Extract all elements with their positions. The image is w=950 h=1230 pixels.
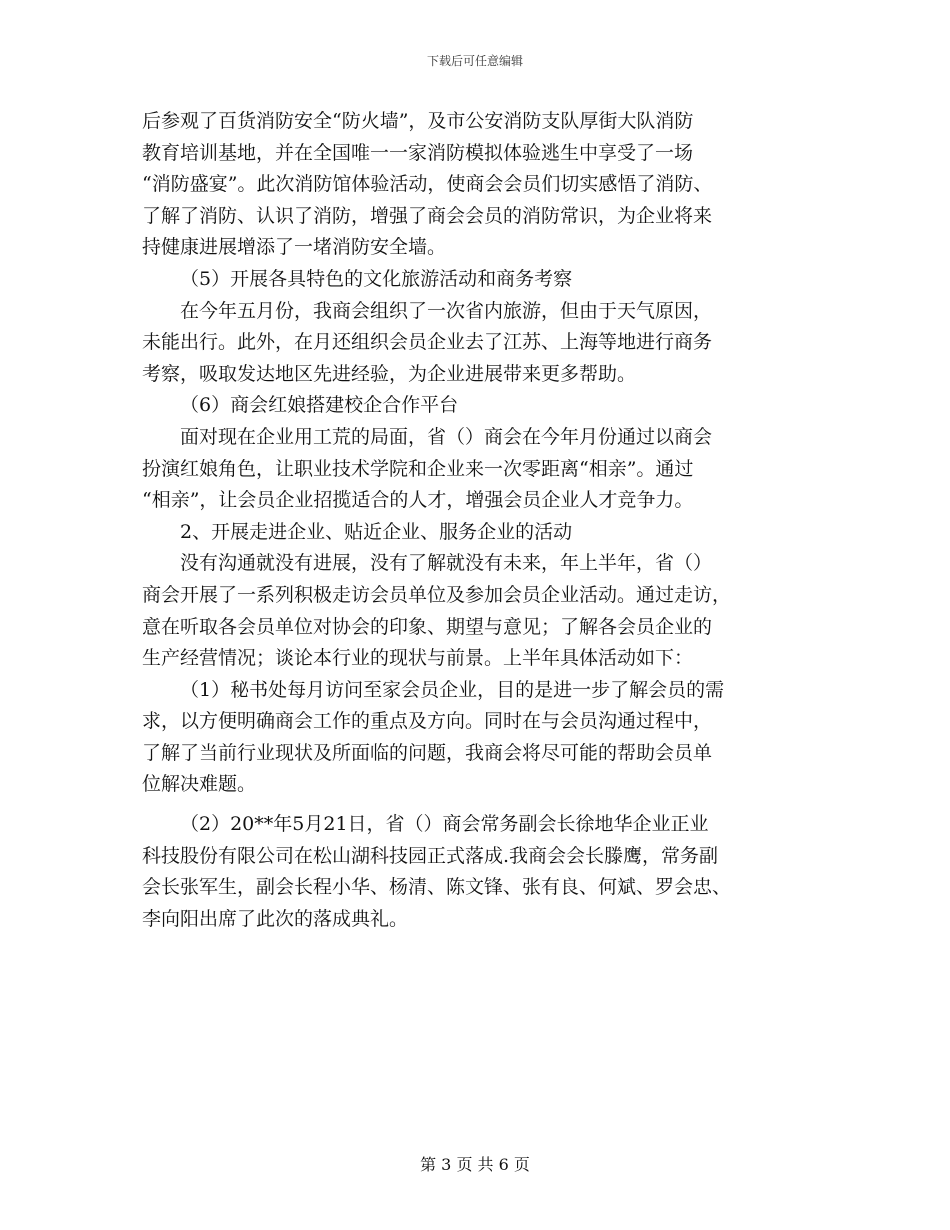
text-line: （1）秘书处每月访问至家会员企业，目的是进一步了解会员的需 [180,678,725,701]
text-line: 教育培训基地，并在全国唯一一家消防模拟体验逃生中享受了一场 [142,141,694,164]
paragraph [142,548,810,674]
paragraph [142,809,810,935]
text-line: 商会开展了一系列积极走访会员单位及参加会员企业活动。通过走访， [142,583,732,606]
text-line: 面对现在企业用工荒的局面，省（）商会在今年月份通过以商会 [180,425,713,448]
paragraph [142,106,810,264]
text-line: 求，以方便明确商会工作的重点及方向。同时在与会员沟通过程中， [142,710,713,733]
text-line: 会长张军生，副会长程小华、杨清、陈文锋、张有良、何斌、罗会忠、 [142,876,732,899]
paragraph [142,296,810,391]
text-line: 2、开展走进企业、贴近企业、服务企业的活动 [180,520,573,543]
text-line: 扮演红娘角色，让职业技术学院和企业来一次零距离“相亲”。通过 [142,457,694,480]
text-line: 在今年五月份，我商会组织了一次省内旅游，但由于天气原因， [180,299,713,322]
text-line: （5）开展各具特色的文化旅游活动和商务考察 [180,267,573,290]
paragraph [142,675,810,801]
paragraph [142,422,810,517]
page-header: 下载后可任意编辑 [426,54,523,68]
paragraph [142,264,810,296]
text-line: 李向阳出席了此次的落成典礼。 [142,907,409,930]
text-line: “消防盛宴”。此次消防馆体验活动，使商会会员们切实感悟了消防、 [142,173,713,196]
text-line: 科技股份有限公司在松山湖科技园正式落成.我商会会长滕鹰，常务副 [142,844,719,867]
text-line: 生产经营情况；谈论本行业的现状与前景。上半年具体活动如下： [142,647,694,670]
text-line: “相亲”，让会员企业招揽适合的人才，增强会员企业人才竞争力。 [142,489,694,512]
text-line: 位解决难题。 [142,773,257,796]
paragraph-gap [142,801,810,809]
text-line: 了解了当前行业现状及所面临的问题，我商会将尽可能的帮助会员单 [142,741,713,764]
paragraph [142,390,810,422]
text-line: 后参观了百货消防安全“防火墙”，及市公安消防支队厚街大队消防 [142,110,694,132]
text-line: 考察，吸取发达地区先进经验，为企业进展带来更多帮助。 [142,362,637,385]
text-line: （2）20**年5月21日，省（）商会常务副会长徐地华企业正业 [180,813,709,836]
text-line: 没有沟通就没有进展，没有了解就没有未来，年上半年，省（） [180,552,713,575]
document-body [142,106,810,935]
page-number-footer: 第 3 页 共 6 页 [420,1155,530,1174]
text-line: 持健康进展增添了一堵消防安全墙。 [142,236,447,259]
paragraph [142,517,810,549]
text-line: （6）商会红娘搭建校企合作平台 [180,394,459,417]
text-line: 未能出行。此外，在月还组织会员企业去了江苏、上海等地进行商务 [142,331,713,354]
text-line: 了解了消防、认识了消防，增强了商会会员的消防常识，为企业将来 [142,204,713,227]
text-line: 意在听取各会员单位对协会的印象、期望与意见；了解各会员企业的 [142,615,713,638]
